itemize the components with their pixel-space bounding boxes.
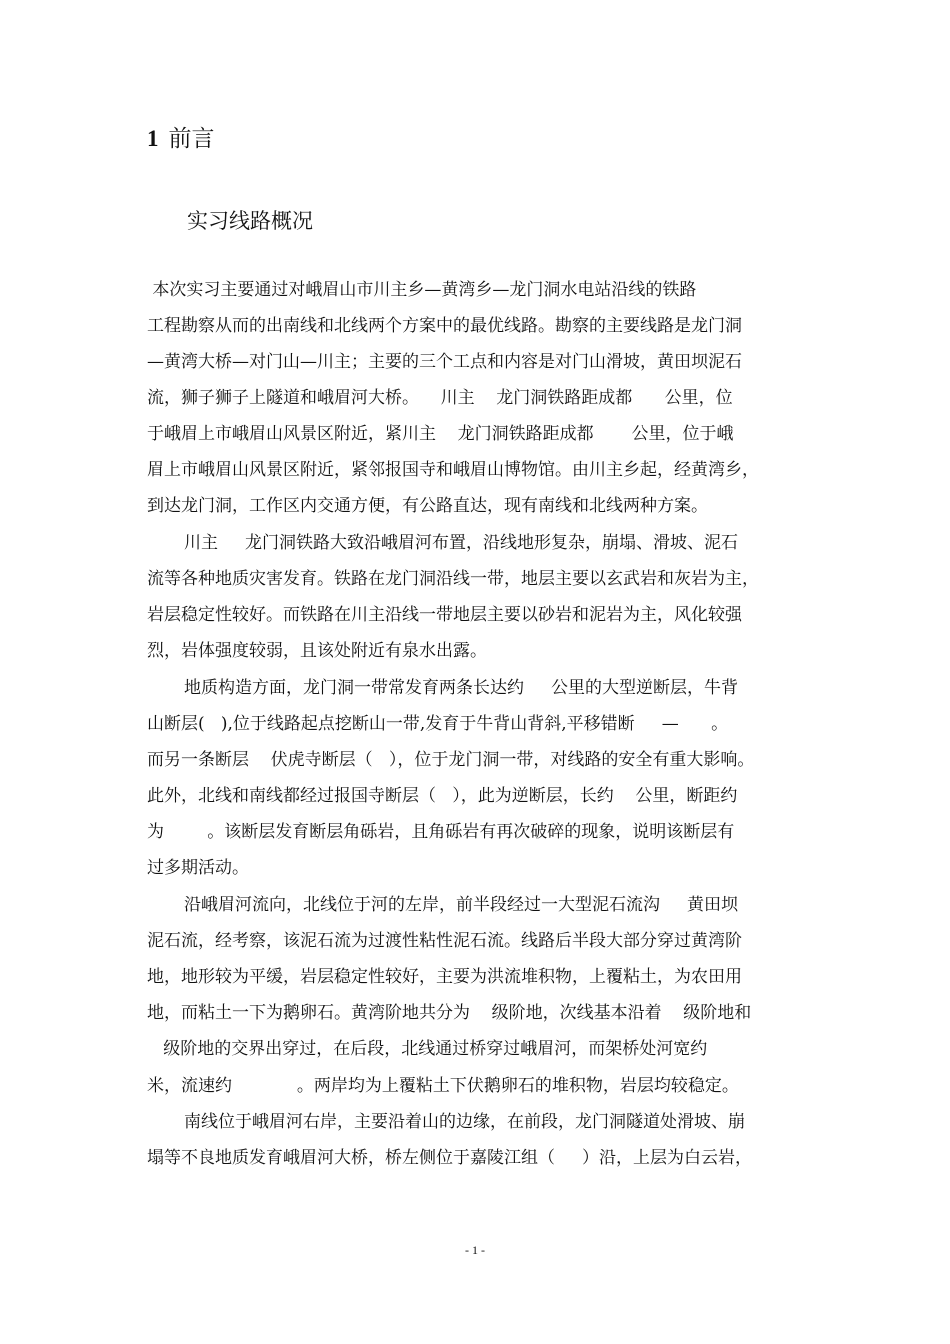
text-line: 地质构造方面，龙门洞一带常发育两条长达约 公里的大型逆断层，牛背 xyxy=(184,678,739,698)
text-line: 山断层( ),位于线路起点挖断山一带,发育于牛背山背斜,平移错断 — 。 xyxy=(147,714,729,734)
text-line: 眉上市峨眉山风景区附近，紧邻报国寺和峨眉山博物馆。由川主乡起，经黄湾乡， xyxy=(147,460,759,480)
text-line: 川主 龙门洞铁路大致沿峨眉河布置，沿线地形复杂，崩塌、滑坡、泥石 xyxy=(184,533,739,553)
text-line: 过多期活动。 xyxy=(147,858,249,878)
text-line: 地，而粘土一下为鹅卵石。黄湾阶地共分为 级阶地，次线基本沿着 级阶地和 xyxy=(147,1003,752,1023)
text-line: 本次实习主要通过对峨眉山市川主乡—黄湾乡—龙门洞水电站沿线的铁路 xyxy=(147,280,697,300)
text-line: 米，流速约 。两岸均为上覆粘土下伏鹅卵石的堆积物，岩层均较稳定。 xyxy=(147,1076,739,1096)
chapter-title: 前言 xyxy=(168,126,215,152)
text-line: 烈，岩体强度较弱，且该处附近有泉水出露。 xyxy=(147,641,487,661)
text-line: 级阶地的交界出穿过，在后段，北线通过桥穿过峨眉河，而架桥处河宽约 xyxy=(147,1039,708,1059)
text-line: 岩层稳定性较好。而铁路在川主沿线一带地层主要以砂岩和泥岩为主，风化较强 xyxy=(147,605,742,625)
text-line: 工程勘察从而的出南线和北线两个方案中的最优线路。勘察的主要线路是龙门洞 xyxy=(147,316,742,336)
text-line: 泥石流，经考察，该泥石流为过渡性粘性泥石流。线路后半段大部分穿过黄湾阶 xyxy=(147,931,742,951)
section-heading: 实习线路概况 xyxy=(187,209,313,233)
text-line: 塌等不良地质发育峨眉河大桥，桥左侧位于嘉陵江组（ ）沿，上层为白云岩， xyxy=(147,1148,753,1168)
text-line: 于峨眉上市峨眉山风景区附近，紧川主 龙门洞铁路距成都 公里，位于峨 xyxy=(147,424,734,444)
page-number: - 1 - xyxy=(465,1243,485,1257)
text-line: 沿峨眉河流向，北线位于河的左岸，前半段经过一大型泥石流沟 黄田坝 xyxy=(184,895,739,915)
text-line: 而另一条断层 伏虎寺断层（ ），位于龙门洞一带，对线路的安全有重大影响。 xyxy=(147,750,755,770)
text-line: 流，狮子狮子上隧道和峨眉河大桥。 川主 龙门洞铁路距成都 公里，位 xyxy=(147,388,733,408)
chapter-number: 1 xyxy=(147,126,159,151)
text-line: —黄湾大桥—对门山—川主；主要的三个工点和内容是对门山滑坡，黄田坝泥石 xyxy=(147,352,742,372)
text-line: 南线位于峨眉河右岸，主要沿着山的边缘，在前段，龙门洞隧道处滑坡、崩 xyxy=(184,1112,745,1132)
text-line: 流等各种地质灾害发育。铁路在龙门洞沿线一带，地层主要以玄武岩和灰岩为主， xyxy=(147,569,759,589)
chapter-heading xyxy=(147,122,215,156)
text-line: 此外，北线和南线都经过报国寺断层（ ），此为逆断层，长约 公里，断距约 xyxy=(147,786,738,806)
text-line: 为 。该断层发育断层角砾岩，且角砾岩有再次破碎的现象，说明该断层有 xyxy=(147,822,735,842)
text-line: 地，地形较为平缓，岩层稳定性较好，主要为洪流堆积物，上覆粘土，为农田用 xyxy=(147,967,742,987)
text-line: 到达龙门洞，工作区内交通方便，有公路直达，现有南线和北线两种方案。 xyxy=(147,496,708,516)
